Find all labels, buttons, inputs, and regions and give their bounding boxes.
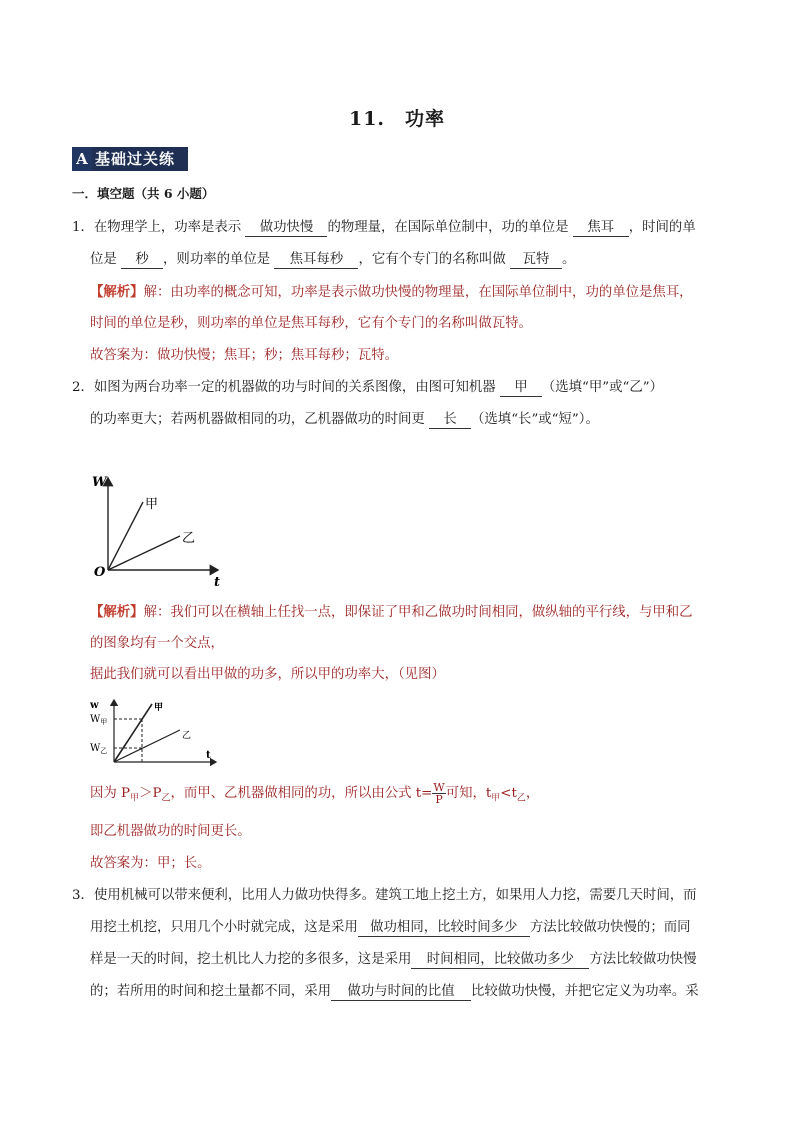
level-banner [72, 147, 188, 171]
q2-answer: 故答案为：甲；长。 [90, 856, 211, 871]
q1-blank-1: 做功快慢 [245, 219, 327, 237]
q3-blank-1: 做功相同，比较时间多少 [358, 919, 530, 937]
level-text: 基础过关练 [95, 150, 176, 168]
q1-answer: 故答案为：做功快慢；焦耳；秒；焦耳每秒；瓦特。 [90, 348, 398, 363]
q2-line-1: 2．如图为两台功率一定的机器做的功与时间的关系图像，由图可知机器 甲 （选填“甲”或“乙”） [72, 380, 664, 395]
q3-blank-3: 做功与时间的比值 [331, 983, 471, 1001]
graph-label-w: W [92, 475, 107, 490]
q1-explain-1: 【解析】解：由功率的概念可知，功率是表示做功快慢的物理量，在国际单位制中，功的单位是焦耳， [90, 284, 693, 300]
graph-label-o: O [94, 565, 106, 580]
q1-line-2: 位是 秒 ，则功率的单位是 焦耳每秒 ，它有个专门的名称叫做 瓦特 。 [90, 252, 576, 267]
q2-blank-1: 甲 [500, 379, 542, 397]
graph2-label-jia: 甲 [154, 703, 164, 713]
q1-blank-2: 焦耳 [573, 219, 629, 237]
q2-blank-2: 长 [429, 411, 471, 429]
q1-blank-5: 瓦特 [510, 251, 562, 269]
q1-explain-2: 时间的单位是秒，则功率的单位是焦耳每秒，它有个专门的名称叫做瓦特。 [90, 316, 532, 331]
graph-label-t: t [214, 575, 221, 590]
graph-line-yi [108, 536, 180, 570]
q2-analysis-tag: 【解析】 [90, 604, 144, 620]
q2-explain-2: 的图象均有一个交点， [90, 636, 224, 651]
page-title: 11. 功率 [348, 108, 446, 130]
q2-formula-line: 因为 $P_甲>P_乙$，而甲、乙机器做相同的功，所以由公式 t= $\frac{W}{P}$ 可知，$t_甲<t_乙$， [90, 781, 540, 806]
q1-blank-4: 焦耳每秒 [274, 251, 358, 269]
formula-fraction: $\frac{W}{P}$ [433, 781, 445, 806]
q1-line-1: 1．在物理学上，功率是表示 做功快慢 的物理量，在国际单位制中，功的单位是 焦耳 ，时间的单 [72, 220, 696, 235]
graph-line-jia [108, 502, 143, 570]
q3-line-3: 样是一天的时间，挖土机比人力挖的多很多，这是采用 时间相同，比较做功多少 方法比较做功快慢 [90, 952, 697, 967]
q3-line-2: 用挖土机挖，只用几个小时就完成，这是采用 做功相同，比较时间多少 方法比较做功快慢的；而同 [90, 920, 691, 935]
q3-line-1: 3．使用机械可以带来便利，比用人力做功快得多。建筑工地上挖土方，如果用人力挖，需要几天时间，而 [72, 888, 697, 903]
q3-blank-2: 时间相同，比较做功多少 [411, 951, 589, 969]
q1-analysis-tag: 【解析】 [90, 284, 144, 300]
graph-label-jia: 甲 [145, 497, 159, 512]
section-heading: 一．填空题（共 6 小题） [72, 186, 215, 201]
q2-explain-3: 据此我们就可以看出甲做的功多，所以甲的功率大，（见图） [90, 667, 445, 682]
graph2-label-wjia: $W_甲$ [90, 714, 108, 726]
graph2-label-w: w [90, 700, 99, 711]
q1-blank-3: 秒 [121, 251, 163, 269]
q2-explain-1: 【解析】解：我们可以在横轴上任找一点，即保证了甲和乙做功时间相同，做纵轴的平行线，与甲和乙 [90, 604, 693, 620]
work-time-graph [88, 470, 228, 590]
q2-explain-4: 即乙机器做功的时间更长。 [90, 824, 251, 839]
graph-label-yi: 乙 [182, 531, 196, 546]
level-letter: A [72, 147, 92, 171]
graph2-label-yi: 乙 [182, 731, 192, 741]
q2-line-2: 的功率更大；若两机器做相同的功，乙机器做功的时间更 长 （选填“长”或“短”）。 [90, 412, 599, 427]
q3-line-4: 的；若所用的时间和挖土量都不同，采用 做功与时间的比值 比较做功快慢，并把它定义为功率。采 [90, 984, 699, 999]
comparison-graph [88, 694, 228, 770]
graph2-label-t: t [206, 750, 211, 761]
graph2-label-wyi: $W_乙$ [90, 743, 108, 755]
